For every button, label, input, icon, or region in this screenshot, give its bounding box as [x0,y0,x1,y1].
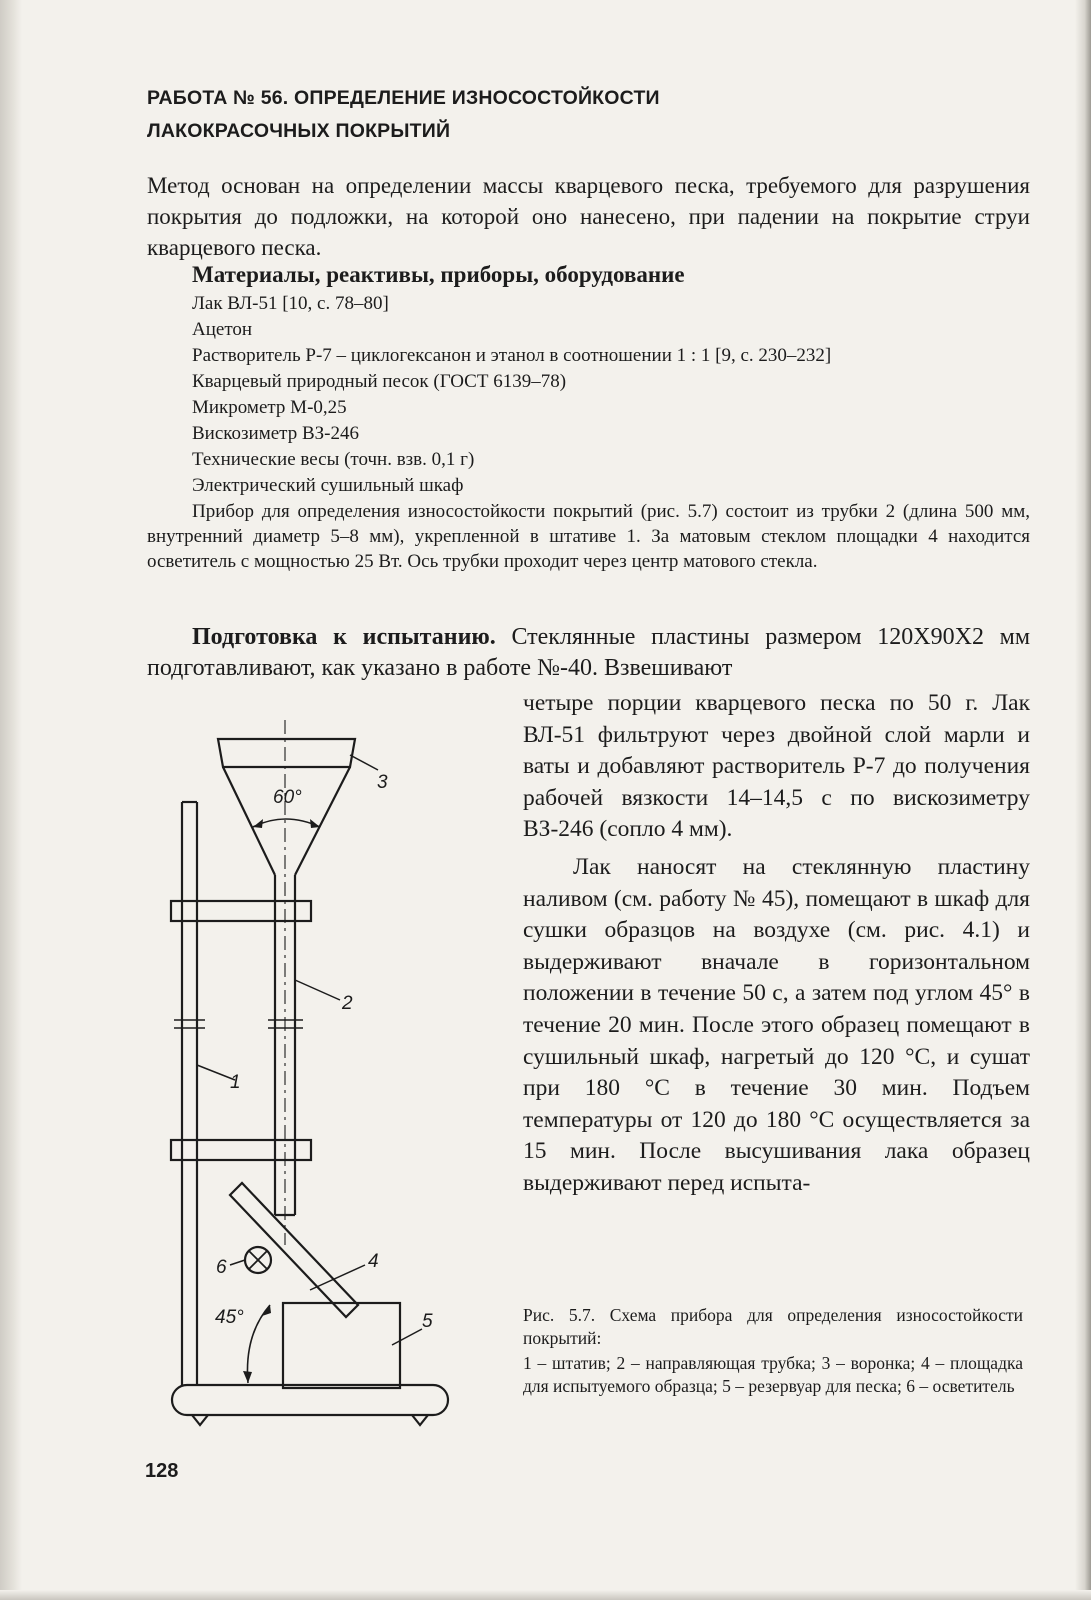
angle-arc-45 [247,1305,270,1383]
page-binding-shadow [0,0,22,1600]
apparatus-figure [160,715,460,1435]
preparation-paragraph [147,622,1030,684]
apparatus-base [172,1385,448,1415]
intro-paragraph: Метод основан на определении массы кварцевого песка, требуемого для разрушения покрытия до подложки, на которой оно нанесено, при падении на покрытие струи кварцевого песка. [147,173,1030,260]
label-guide-tube: 2 [342,993,353,1014]
foot-left [192,1415,208,1425]
preparation-label: Подготовка к испытанию. [192,624,496,650]
foot-right [412,1415,428,1425]
figure-caption [523,1304,1023,1398]
sand-reservoir [283,1303,400,1388]
heading-line-2: ЛАКОКРАСОЧНЫХ ПОКРЫТИЙ [147,120,451,142]
label-stand: 1 [230,1072,241,1093]
funnel-rim [218,739,355,767]
right-column-text [523,688,1030,1200]
paragraph-coating-procedure: Лак наносят на стеклянную пластину наливом (см. работу № 45), помещают в шкаф для сушки образцов на воздухе (см. рис. 4.1) и выдерживают вначале в горизонтальном положении в течение 50 с, а затем под углом 45° в течение 20 мин. После этого образец помещают в сушильный шкаф, нагретый до 120 °С, и сушат при 180 °С в течение 30 мин. Подъем температуры от 120 до 180 °С осуществляется за 15 мин. После высушивания лака образец выдерживают перед испыта- [523,853,1030,1196]
device-description: Прибор для определения износостойкости покрытий (рис. 5.7) состоит из трубки 2 (длина 500 мм, внутренний диаметр 5–8 мм), укрепленной в штативе 1. За матовым стеклом площадки 4 находится осветитель с мощностью 25 Вт. Ось трубки проходит через центр матового стекла. [147,501,1030,572]
label-platform: 4 [368,1251,379,1272]
angle-label-45: 45° [215,1307,244,1328]
material-item: Ацетон [192,319,253,340]
angle-label-60: 60° [273,787,302,808]
page-heading [147,82,907,148]
material-item: Лак ВЛ-51 [10, с. 78–80] [192,293,389,314]
paragraph-sand-portions: четыре порции кварцевого песка по 50 г. Лак ВЛ-51 фильтруют через двойной слой марли и ваты и добавляют растворитель Р-7 до получения рабочей вязкости 14–14,5 с по вискозиметру ВЗ-246 (сопло 4 мм). [523,690,1030,843]
material-item: Электрический сушильный шкаф [192,475,464,496]
material-item: Кварцевый природный песок (ГОСТ 6139–78) [192,371,567,392]
material-item: Микрометр М-0,25 [192,397,347,418]
page-bottom-edge [0,1590,1091,1600]
label-funnel: 3 [377,772,388,793]
materials-title: Материалы, реактивы, приборы, оборудование [192,262,685,287]
angle-arc-60 [253,819,320,827]
label-illuminator: 6 [216,1257,227,1278]
page-edge-shadow [1075,0,1091,1600]
caption-legend: 1 – штатив; 2 – направляющая трубка; 3 – воронка; 4 – площадка для испытуемого образца; 5 – резервуар для песка; 6 – осветитель [523,1353,1023,1396]
apparatus-diagram [160,715,460,1435]
material-item: Вискозиметр ВЗ-246 [192,423,359,444]
preparation-text: Стеклянные пластины размером 120Х90Х2 мм подготавливают, как указано в работе №-40. Взвешивают [147,624,1031,681]
material-item: Технические весы (точн. взв. 0,1 г) [192,449,475,470]
material-item: Растворитель Р-7 – циклогексанон и этанол в соотношении 1 : 1 [9, с. 230–232] [192,345,832,366]
label-reservoir: 5 [422,1311,433,1332]
lower-clamp [171,1140,311,1160]
caption-title: Рис. 5.7. Схема прибора для определения износостойкости покрытий: [523,1305,1023,1348]
heading-line-1: РАБОТА № 56. ОПРЕДЕЛЕНИЕ ИЗНОСОСТОЙКОСТИ [147,87,660,109]
materials-section [147,259,1030,574]
page-number: 128 [145,1460,179,1482]
upper-clamp [171,901,311,921]
